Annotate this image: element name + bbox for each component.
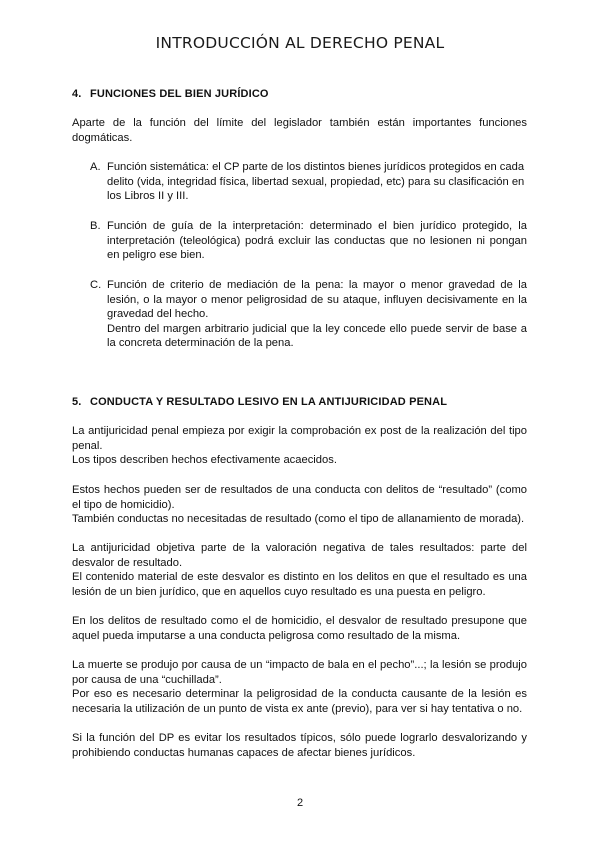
- paragraph: [72, 658, 527, 716]
- paragraph-line: También conductas no necesitadas de resultado (como el tipo de allanamiento de morada).: [72, 513, 525, 526]
- paragraph-line: La antijuricidad penal empieza por exigir la comprobación ex post de la realización del tipo penal.: [72, 425, 527, 452]
- list-item-text: Función de criterio de mediación de la pena: la mayor o menor gravedad de la lesión, o la mayor o menor peligrosidad de su ataque, influyen decisivamente en la gravedad del hecho.: [107, 279, 527, 321]
- list-item-text-continued: Dentro del margen arbitrario judicial que la ley concede ello puede servir de base a la concreta determinación de la pena.: [107, 322, 527, 350]
- page-number: 2: [296, 797, 304, 809]
- list-item-text: Función sistemática: el CP parte de los distintos bienes jurídicos protegidos en cada delito (vida, integridad física, libertad sexual, propiedad, etc) para su clasificación en los Libros II y III.: [107, 161, 525, 203]
- list-item-text: Función de guía de la interpretación: determinado el bien jurídico protegido, la interpretación (teleológica) podrá excluir las conductas que no lesionen ni pongan en peligro ese bien.: [107, 220, 527, 262]
- section-number: 4.: [72, 88, 82, 100]
- list-item-a: [90, 160, 527, 204]
- list-marker: B.: [90, 220, 101, 232]
- section-title: CONDUCTA Y RESULTADO LESIVO EN LA ANTIJURICIDAD PENAL: [90, 396, 448, 408]
- paragraph: [72, 614, 527, 643]
- paragraph-line: Los tipos describen hechos efectivamente acaecidos.: [72, 454, 337, 467]
- list-item-b: [90, 219, 527, 263]
- paragraph-line: Por eso es necesario determinar la peligrosidad de la conducta causante de la lesión es necesaria la utilización de un punto de vista ex ante (previo), para ver si hay tentativa o no.: [72, 688, 527, 715]
- paragraph-line: Estos hechos pueden ser de resultados de una conducta con delitos de “resultado” (como el tipo de homicidio).: [72, 484, 527, 511]
- paragraph-line: En los delitos de resultado como el de homicidio, el desvalor de resultado presupone que aquel pueda imputarse a una conducta peligrosa como resultado de la misma.: [72, 615, 527, 642]
- paragraph: [72, 424, 527, 468]
- paragraph-line: El contenido material de este desvalor es distinto en los delitos en que el resultado es una lesión de un bien jurídico, que en aquellos cuyo resultado es una puesta en peligro.: [72, 571, 527, 598]
- section-number: 5.: [72, 396, 82, 408]
- list-marker: C.: [90, 279, 102, 291]
- paragraph-line: La antijuricidad objetiva parte de la valoración negativa de tales resultados: parte del desvalor de resultado.: [72, 542, 527, 569]
- list-marker: A.: [90, 161, 101, 173]
- section-heading-4: [72, 88, 269, 100]
- section-4-intro: Aparte de la función del límite del legislador también están importantes funciones dogmáticas.: [72, 117, 527, 144]
- list-item-c: [90, 278, 527, 351]
- paragraph: [72, 483, 527, 527]
- paragraph-line: Si la función del DP es evitar los resultados típicos, sólo puede lograrlo desvalorizando y prohibiendo conductas humanas capaces de afectar bienes jurídicos.: [72, 732, 527, 759]
- section-heading-5: [72, 396, 447, 408]
- paragraph: [72, 541, 527, 599]
- section-title: FUNCIONES DEL BIEN JURÍDICO: [90, 88, 269, 100]
- paragraph-line: La muerte se produjo por causa de un “impacto de bala en el pecho”...; la lesión se produjo por causa de una “cuchillada”.: [72, 659, 527, 686]
- paragraph: [72, 731, 527, 760]
- page-title: INTRODUCCIÓN AL DERECHO PENAL: [155, 34, 445, 52]
